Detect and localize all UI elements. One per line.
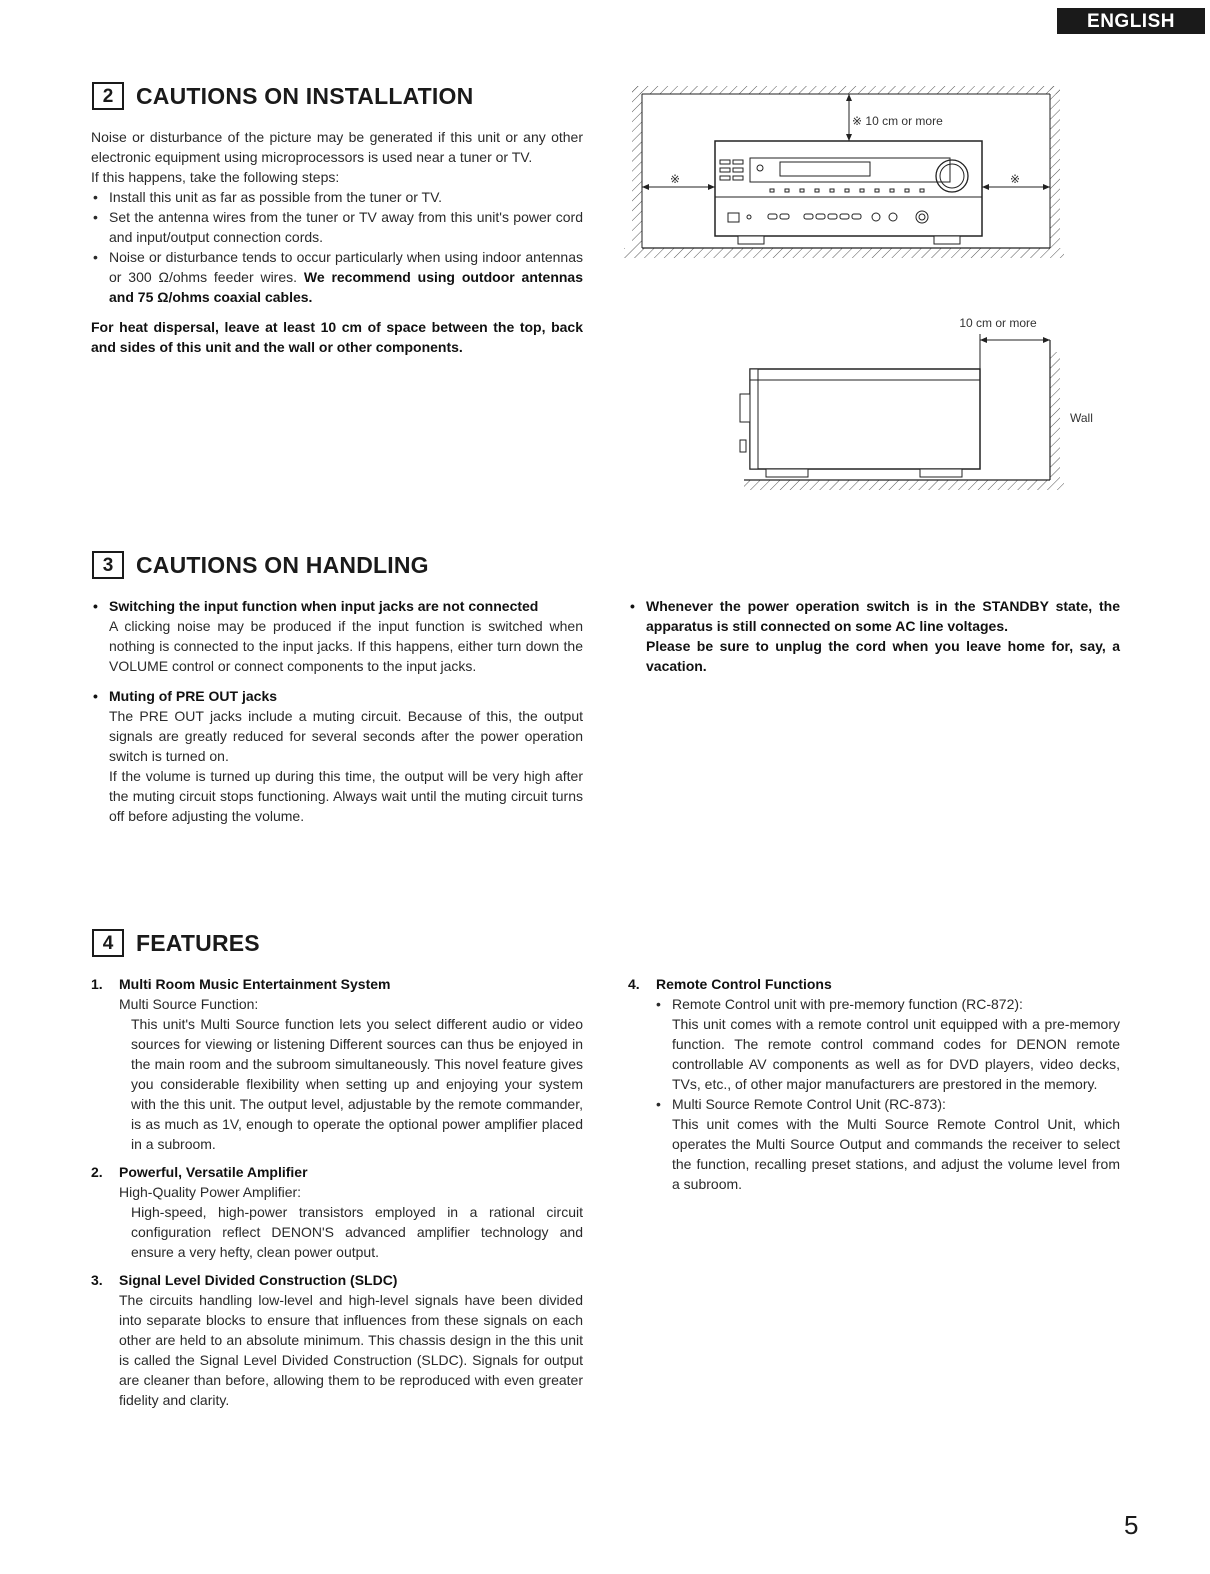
list-item: • Install this unit as far as possible from the tuner or TV. (91, 187, 583, 207)
section-title: FEATURES (136, 929, 260, 956)
feature-subheading: High-Quality Power Amplifier: (119, 1184, 302, 1200)
installation-heading (92, 82, 473, 110)
front-clearance-figure (620, 84, 1070, 269)
wall-label: Wall (1070, 411, 1093, 425)
feature-subheading: Multi Source Function: (119, 996, 259, 1012)
section-title: CAUTIONS ON INSTALLATION (136, 82, 474, 109)
standby-warning: • Whenever the power operation switch is in the STANDBY state, the apparatus is still connected on some AC line voltages. (628, 596, 1120, 636)
features-right-column (626, 974, 1120, 1194)
page-number: 5 (1124, 1510, 1139, 1540)
remote-functions-list (626, 994, 1120, 1194)
handling-item-heading: • Switching the input function when input jacks are not connected (91, 596, 583, 616)
feature-body: High-speed, high-power transistors employed in a rational circuit configuration reflect DENON'S advanced amplifier technology and ensure a very hefty, clean power output. (131, 1204, 583, 1260)
left-clearance-mark: ※ (669, 172, 681, 186)
right-clearance-mark: ※ (1009, 172, 1021, 186)
handling-right-column (628, 596, 1120, 676)
section-number: 4 (92, 929, 124, 957)
language-tab: ENGLISH (1057, 8, 1205, 34)
features-left-column (89, 974, 583, 1410)
handling-left-column (91, 596, 583, 826)
installation-steps (91, 187, 583, 307)
handling-item-body: If the volume is turned up during this time, the output will be very high after the muting circuit stops functioning. Always wait until the muting circuit turns off before adjusting the volume. (109, 768, 583, 824)
feature-heading: 1. Multi Room Music Entertainment System (91, 976, 391, 992)
back-clearance-label: 10 cm or more (959, 316, 1037, 330)
unplug-note: Please be sure to unplug the cord when you leave home for, say, a vacation. (646, 638, 1120, 674)
feature-body: The circuits handling low-level and high-level signals have been divided into separate blocks to ensure that influences from these signals on each other are held to an absolute minimum. This chassis design in the this unit is called the Signal Level Divided Construction (SLDC). Signals for output are cleaner than before, allowing them to be reproduced with even greater fidelity and clarity. (119, 1292, 583, 1408)
top-clearance-label: ※ 10 cm or more (852, 114, 943, 128)
heat-dispersal-note: For heat dispersal, leave at least 10 cm of space between the top, back and sides of this unit and the wall or other components. (91, 319, 583, 355)
receiver-side-illustration (740, 369, 980, 477)
section-number: 2 (92, 82, 124, 110)
installation-intro: Noise or disturbance of the picture may be generated if this unit or any other electronic equipment using microprocessors is used near a tuner or TV. (91, 129, 583, 165)
handling-item-body: The PRE OUT jacks include a muting circuit. Because of this, the output signals are greatly reduced for several seconds after the power operation switch is turned on. (109, 708, 583, 764)
features-heading (92, 929, 260, 957)
side-clearance-figure (730, 312, 1110, 497)
list-item: • Multi Source Remote Control Unit (RC-873): This unit comes with the Multi Source Remote Control Unit, which operates the Multi Source Output and commands the receiver to select the function, recalling preset stations, and adjust the volume level from a subroom. (654, 1094, 1120, 1194)
handling-item-body: A clicking noise may be produced if the input function is switched when nothing is connected to the input jacks. If this happens, either turn down the VOLUME control or connect components to the input jacks. (109, 618, 583, 674)
feature-heading: 2. Powerful, Versatile Amplifier (91, 1164, 308, 1180)
section-number: 3 (92, 551, 124, 579)
handling-item-heading: • Muting of PRE OUT jacks (91, 686, 583, 706)
feature-heading: 4. Remote Control Functions (628, 976, 832, 992)
list-item: • Remote Control unit with pre-memory function (RC-872): This unit comes with a remote control unit equipped with a pre-memory function. The remote control command codes for DENON remote controllable AV components as well as for DVD players, video decks, TVs, etc., of other major manufacturers are prestored in the memory. (654, 994, 1120, 1094)
installation-text (91, 127, 583, 357)
feature-heading: 3. Signal Level Divided Construction (SLDC) (91, 1272, 398, 1288)
list-item: • Set the antenna wires from the tuner or TV away from this unit's power cord and input/output connection cords. (91, 207, 583, 247)
list-item: • Noise or disturbance tends to occur particularly when using indoor antennas or 300 Ω/ohms feeder wires. We recommend using outdoor antennas and 75 Ω/ohms coaxial cables. (91, 247, 583, 307)
section-title: CAUTIONS ON HANDLING (136, 551, 429, 578)
handling-heading (92, 551, 429, 579)
feature-body: This unit's Multi Source function lets you select different audio or video sources for viewing or listening Different sources can thus be enjoyed in the main room and the subroom simultaneously. This novel feature gives you considerable flexibility when setting up and enjoying your system with the this unit. The output level, adjustable by the remote commander, is as much as 1V, enough to operate the optional power amplifier placed in a subroom. (131, 1016, 583, 1152)
receiver-front-illustration (715, 141, 982, 244)
installation-steps-intro: If this happens, take the following steps: (91, 169, 340, 185)
